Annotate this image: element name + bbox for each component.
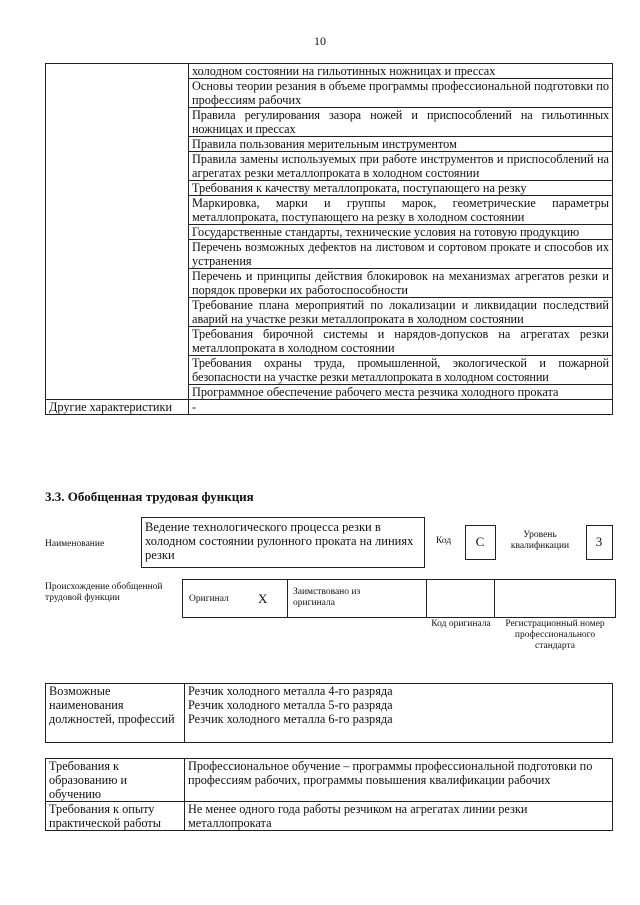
requirement-row: Перечень и принципы действия блокировок на механизмах агрегатов резки и порядок проверки их работоспособности [189, 269, 613, 298]
education-value: Профессиональное обучение – программы профессиональной подготовки по профессиям рабочих, программы повышения квалификации рабочих [185, 759, 613, 802]
positions-table [45, 683, 613, 743]
other-characteristics-label: Другие характеристики [46, 400, 189, 415]
experience-value: Не менее одного года работы резчиком на агрегатах линии резки металлопроката [185, 802, 613, 831]
requirements-table [45, 63, 613, 415]
requirement-row: Требования охраны труда, промышленной, экологической и пожарной безопасности на участке резки металлопроката в холодном состоянии [189, 356, 613, 385]
origin-label: Происхождение обобщенной трудовой функции [45, 582, 163, 603]
origin-box [182, 579, 616, 618]
requirement-row: Требования к качеству металлопроката, поступающего на резку [189, 181, 613, 196]
code-label: Код [436, 536, 452, 546]
requirement-row: Требование плана мероприятий по локализации и ликвидации последствий аварий на участке резки металлопроката в холодном состоянии [189, 298, 613, 327]
requirement-row: Правила замены используемых при работе инструментов и приспособлений на агрегатах резки металлопроката в холодном состоянии [189, 152, 613, 181]
requirement-row: Требования бирочной системы и нарядов-допусков на агрегатах резки металлопроката в холодном состоянии [189, 327, 613, 356]
experience-label: Требования к опыту практической работы [46, 802, 185, 831]
position-item: Резчик холодного металла 5-го разряда [188, 698, 393, 712]
name-value: Ведение технологического процесса резки в холодном состоянии рулонного проката на линиях резки [145, 520, 414, 562]
section-title: 3.3. Обобщенная трудовая функция [45, 489, 254, 504]
requirement-row: Программное обеспечение рабочего места резчика холодного проката [189, 385, 613, 400]
requirement-row: Основы теории резания в объеме программы профессиональной подготовки по профессиям рабочих [189, 79, 613, 108]
borrowed-label: Заимствовано из оригинала [293, 587, 361, 608]
requirement-row: Государственные стандарты, технические условия на готовую продукцию [189, 225, 613, 240]
origin-divider [426, 579, 427, 617]
level-value: 3 [595, 534, 603, 549]
origin-divider [287, 579, 288, 617]
original-label: Оригинал [189, 594, 229, 604]
other-characteristics-value: - [189, 400, 613, 415]
position-item: Резчик холодного металла 6-го разряда [188, 712, 393, 726]
registration-caption: Регистрационный номер профессионального стандарта [505, 619, 605, 651]
position-item: Резчик холодного металла 4-го разряда [188, 684, 393, 698]
origin-divider [494, 579, 495, 617]
page-number: 10 [314, 34, 326, 48]
requirements-label-cell [46, 64, 189, 400]
code-value: C [475, 534, 485, 549]
requirement-row: холодном состоянии на гильотинных ножницах и прессах [189, 64, 613, 79]
requirement-row: Правила пользования мерительным инструментом [189, 137, 613, 152]
requirement-row: Маркировка, марки и группы марок, геометрические параметры металлопроката, поступающего на резку в холодном состоянии [189, 196, 613, 225]
original-mark: X [258, 591, 268, 606]
level-label: Уровень квалификации [510, 530, 570, 551]
code-original-caption: Код оригинала [431, 619, 491, 629]
education-table [45, 758, 613, 831]
education-label: Требования к образованию и обучению [46, 759, 185, 802]
positions-label: Возможные наименования должностей, профессий [46, 684, 185, 743]
positions-list [185, 684, 613, 743]
name-label: Наименование [45, 539, 105, 549]
requirement-row: Перечень возможных дефектов на листовом и сортовом прокате и способов их устранения [189, 240, 613, 269]
requirement-row: Правила регулирования зазора ножей и приспособлений на гильотинных ножницах и прессах [189, 108, 613, 137]
